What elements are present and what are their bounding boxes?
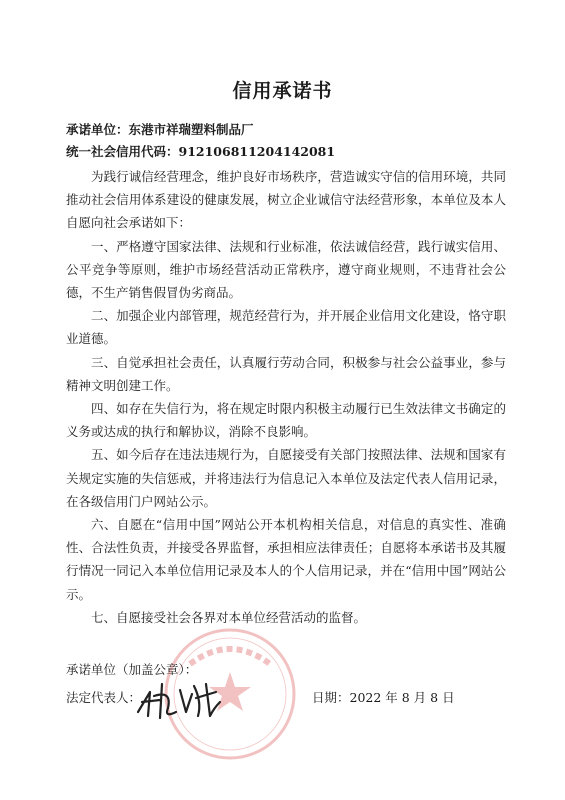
credit-code-line <box>66 142 335 160</box>
clause-7: 七、自愿接受社会各界对本单位经营活动的监督。 <box>91 609 367 625</box>
legal-rep-label: 法定代表人： <box>66 690 142 705</box>
unit-name: 东港市祥瑞塑料制品厂 <box>128 122 254 137</box>
commitment-body <box>66 165 506 629</box>
credit-code-label: 统一社会信用代码： <box>66 144 179 159</box>
clause-5: 五、如今后存在违法违规行为，自愿接受有关部门按照法律、法规和国家有关规定实施的失信惩戒，并将违法行为信息记入本单位及法定代表人信用记录，在各级信用门户网站公示。 <box>66 447 506 509</box>
unit-line <box>66 120 254 138</box>
document-title: 信用承诺书 <box>232 80 333 102</box>
sign-unit-label: 承诺单位（加盖公章）： <box>66 662 198 677</box>
intro-paragraph: 为践行诚信经营理念，维护良好市场秩序，营造诚实守信的信用环境，共同推动社会信用体系建设的健康发展，树立企业诚信守法经营形象，本单位及本人自愿向社会承诺如下： <box>66 169 506 231</box>
clause-3: 三、自觉承担社会责任，认真履行劳动合同，积极参与社会公益事业，参与精神文明创建工作。 <box>66 354 506 393</box>
clause-4: 四、如存在失信行为，将在规定时限内积极主动履行已生效法律文书确定的义务或达成的执行和解协议，消除不良影响。 <box>66 401 506 440</box>
date-text: 日期：2022 年 8 月 8 日 <box>312 690 455 705</box>
clause-6: 六、自愿在“信用中国”网站公开本机构相关信息，对信息的真实性、准确性、合法性负责，并接受各界监督，承担相应法律责任；自愿将本承诺书及其履行情况一同记入本单位信用记录及本人的个人信用记录，并在“信用中国”网站公示。 <box>66 517 506 602</box>
clause-1: 一、严格遵守国家法律、法规和行业标准，依法诚信经营，践行诚实信用、公平竞争等原则，维护市场经营活动正常秩序，遵守商业规则，不违背社会公德，不生产销售假冒伪劣商品。 <box>66 238 506 301</box>
credit-code-value: 912106811204142081 <box>178 144 336 159</box>
unit-label: 承诺单位： <box>66 122 129 137</box>
handwritten-signature-icon <box>132 672 224 722</box>
clause-2: 二、加强企业内部管理，规范经营行为，并开展企业信用文化建设，恪守职业道德。 <box>66 308 506 347</box>
